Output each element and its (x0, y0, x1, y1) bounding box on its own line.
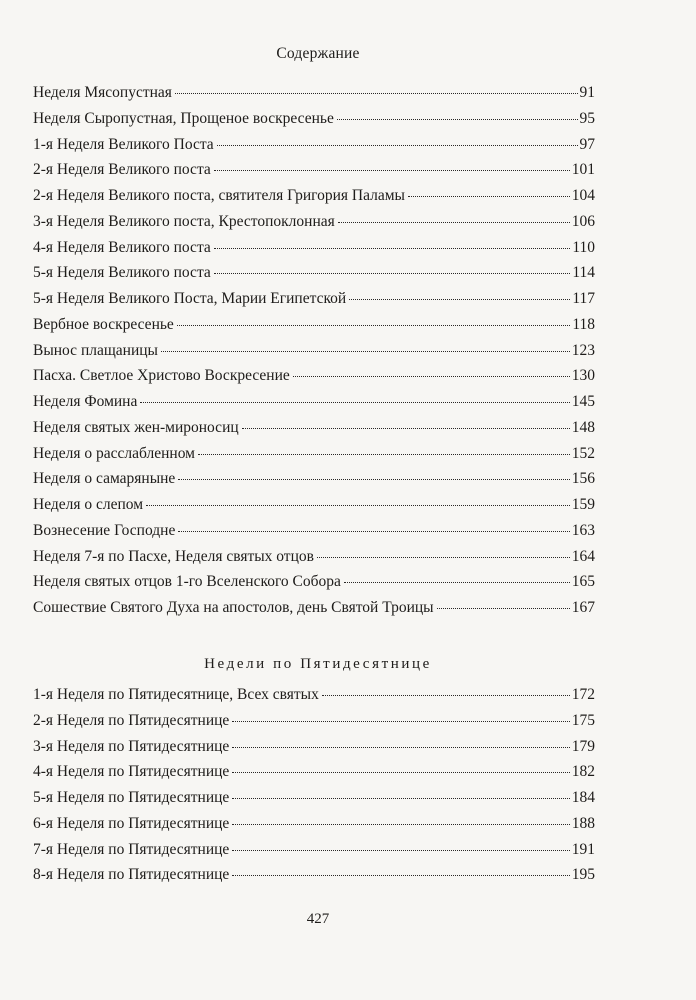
dot-leader (232, 850, 569, 851)
toc-entry (33, 213, 595, 239)
toc-entry-title: 3-я Неделя по Пятидесятнице (33, 737, 230, 755)
dot-leader (232, 875, 569, 876)
dot-leader (338, 222, 570, 223)
toc-entry (33, 599, 595, 625)
toc-entry-page: 175 (571, 711, 595, 729)
dot-leader (232, 824, 569, 825)
toc-entry-page: 159 (571, 496, 595, 513)
toc-entry-page: 95 (579, 109, 595, 127)
toc-entry-title: Неделя о самаряныне (33, 470, 176, 488)
toc-entry (33, 496, 595, 522)
page-header-title: Содержание (276, 45, 360, 62)
dot-leader (198, 454, 570, 455)
toc-entry (33, 686, 595, 712)
page-number: 427 (306, 911, 330, 927)
toc-entry-title: Вознесение Господне (33, 521, 176, 539)
toc-entry-page: 130 (571, 367, 595, 385)
dot-leader (293, 376, 570, 377)
toc-entry-title: 8-я Неделя по Пятидесятнице (33, 866, 230, 884)
toc-entry (33, 789, 595, 815)
toc-entry-page: 179 (571, 737, 595, 755)
toc-entry (33, 84, 595, 110)
toc-entry-title: 5-я Неделя Великого поста (33, 264, 211, 282)
toc-entry (33, 738, 595, 764)
toc-entry-title: Неделя святых отцов 1-го Вселенского Собора (33, 573, 341, 591)
dot-leader (178, 531, 569, 532)
toc-entry-title: Неделя о расслабленном (33, 444, 195, 462)
toc-entry-title: 7-я Неделя по Пятидесятнице (33, 840, 230, 858)
toc-entry-title: Неделя Мясопустная (33, 84, 172, 101)
dot-leader (177, 325, 571, 326)
dot-leader (322, 695, 570, 696)
dot-leader (217, 145, 578, 146)
dot-leader (214, 273, 571, 274)
dot-leader (242, 428, 570, 429)
toc-entry-title: Пасха. Светлое Христово Воскресение (33, 367, 290, 385)
toc-entry-title: Вербное воскресенье (33, 315, 174, 333)
toc-entry (33, 419, 595, 445)
dot-leader (140, 402, 569, 403)
toc-entry-title: 4-я Неделя по Пятидесятнице (33, 763, 230, 781)
toc-main-list (33, 84, 595, 625)
dot-leader (232, 721, 569, 722)
dot-leader (214, 248, 571, 249)
toc-entry-page: 184 (571, 789, 595, 806)
toc-entry-page: 117 (572, 290, 595, 307)
toc-entry (33, 239, 595, 265)
toc-entry-title: Неделя святых жен-мироносиц (33, 418, 239, 436)
toc-entry (33, 815, 595, 841)
dot-leader (437, 608, 570, 609)
toc-entry (33, 573, 595, 599)
dot-leader (317, 557, 570, 558)
toc-entry-page: 91 (579, 84, 595, 101)
toc-entry-title: Сошествие Святого Духа на апостолов, день Святой Троицы (33, 599, 434, 616)
toc-entry-title: 5-я Неделя Великого Поста, Марии Египетской (33, 290, 347, 307)
toc-entry-title: Неделя о слепом (33, 496, 144, 513)
toc-entry-page: 123 (571, 341, 595, 359)
toc-entry-page: 118 (572, 315, 595, 333)
toc-entry-page: 163 (571, 521, 595, 539)
dot-leader (175, 93, 578, 94)
dot-leader (344, 582, 570, 583)
section-heading: Недели по Пятидесятнице (204, 656, 432, 672)
dot-leader (232, 798, 569, 799)
dot-leader (408, 196, 570, 197)
toc-entry (33, 763, 595, 789)
dot-leader (337, 119, 578, 120)
toc-entry-page: 106 (571, 212, 595, 230)
toc-entry-page: 148 (571, 418, 595, 436)
toc-entry-title: 1-я Неделя Великого Поста (33, 135, 214, 153)
toc-entry-page: 114 (572, 264, 595, 282)
dot-leader (232, 747, 569, 748)
toc-entry-page: 164 (571, 547, 595, 565)
dot-leader (232, 772, 569, 773)
toc-entry (33, 316, 595, 342)
toc-entry (33, 841, 595, 867)
toc-entry (33, 187, 595, 213)
toc-entry-title: Неделя 7-я по Пасхе, Неделя святых отцов (33, 547, 314, 565)
toc-entry-page: 110 (572, 238, 595, 256)
toc-entry-page: 101 (571, 161, 595, 179)
toc-entry (33, 866, 595, 892)
dot-leader (146, 505, 570, 506)
toc-entry-page: 172 (571, 686, 595, 703)
toc-entry-title: 2-я Неделя Великого поста, святителя Григория Паламы (33, 187, 405, 204)
toc-entry-title: 4-я Неделя Великого поста (33, 238, 211, 256)
toc-entry-page: 104 (571, 187, 595, 204)
toc-entry-title: 2-я Неделя Великого поста (33, 161, 211, 179)
toc-entry (33, 342, 595, 368)
toc-entry (33, 136, 595, 162)
dot-leader (214, 170, 570, 171)
toc-entry-page: 165 (571, 573, 595, 591)
toc-entry-title: 2-я Неделя по Пятидесятнице (33, 711, 230, 729)
toc-entry (33, 522, 595, 548)
toc-entry-title: Неделя Сыропустная, Прощеное воскресенье (33, 109, 334, 127)
toc-entry (33, 445, 595, 471)
toc-entry-page: 156 (571, 470, 595, 488)
toc-entry (33, 393, 595, 419)
toc-entry (33, 470, 595, 496)
toc-entry-page: 188 (571, 814, 595, 832)
toc-entry-title: Вынос плащаницы (33, 341, 158, 359)
toc-entry (33, 264, 595, 290)
toc-entry (33, 290, 595, 316)
toc-entry (33, 548, 595, 574)
toc-entry-title: 1-я Неделя по Пятидесятнице, Всех святых (33, 686, 319, 703)
toc-entry-title: 5-я Неделя по Пятидесятнице (33, 789, 230, 806)
toc-entry-title: 3-я Неделя Великого поста, Крестопоклонная (33, 212, 335, 230)
dot-leader (349, 299, 570, 300)
toc-entry-page: 195 (571, 866, 595, 884)
toc-pentecost-list (33, 686, 595, 892)
toc-entry-page: 191 (571, 840, 595, 858)
toc-entry-title: Неделя Фомина (33, 393, 138, 410)
toc-entry (33, 367, 595, 393)
toc-entry-page: 145 (571, 393, 595, 410)
toc-entry-page: 167 (571, 599, 595, 616)
toc-entry (33, 712, 595, 738)
toc-entry-page: 182 (571, 763, 595, 781)
toc-entry-page: 97 (579, 135, 595, 153)
dot-leader (161, 351, 570, 352)
toc-entry (33, 161, 595, 187)
toc-entry-page: 152 (571, 444, 595, 462)
toc-entry (33, 110, 595, 136)
toc-entry-title: 6-я Неделя по Пятидесятнице (33, 814, 230, 832)
dot-leader (178, 479, 569, 480)
